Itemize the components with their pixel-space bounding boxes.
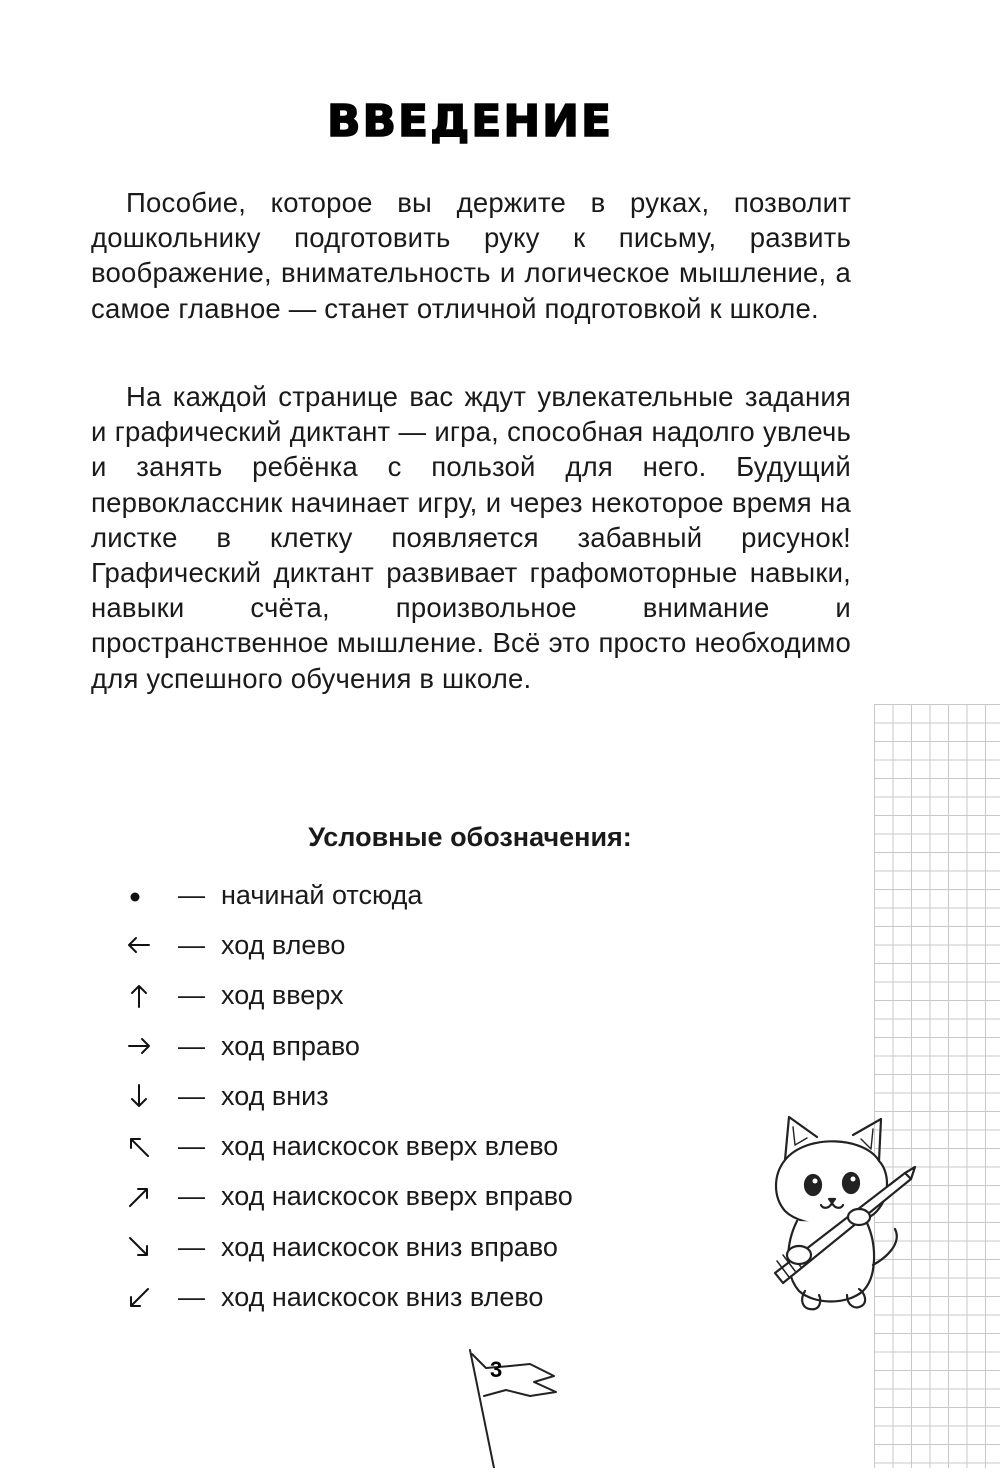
legend-dash: — (178, 1131, 205, 1162)
graph-paper-grid (874, 704, 1000, 1468)
intro-paragraph-1: Пособие, которое вы держите в руках, позволит дошкольнику подготовить руку к письму, развить воображение, внимательность и логическое мышление, а самое главное — станет отличной подготовкой к школе. (91, 187, 851, 324)
legend-list (122, 870, 742, 1323)
legend-dash: — (178, 879, 205, 910)
legend-label: ход вниз (221, 1080, 329, 1111)
legend-item-right (122, 1021, 742, 1071)
dot-icon (122, 878, 156, 912)
page-title: ВВЕДЕНИЕ (326, 96, 614, 147)
legend-item-down (122, 1071, 742, 1121)
legend-dash: — (178, 980, 205, 1011)
page-number-flag (450, 1342, 580, 1468)
legend-dash: — (178, 929, 205, 960)
legend-label: ход вправо (221, 1030, 360, 1061)
arrow-up-icon (122, 979, 156, 1013)
legend-label: начинай отсюда (221, 879, 423, 910)
legend-dash: — (178, 1030, 205, 1061)
legend-label: ход влево (221, 929, 346, 960)
legend-label: ход наискосок вниз вправо (221, 1231, 558, 1262)
legend-item-left (122, 920, 742, 970)
legend-label: ход наискосок вниз влево (221, 1282, 544, 1313)
arrow-down-icon (122, 1079, 156, 1113)
arrow-up-right-icon (122, 1180, 156, 1214)
arrow-left-icon (122, 928, 156, 962)
page-number: 3 (490, 1357, 503, 1382)
legend-item-down-left (122, 1272, 742, 1322)
arrow-up-left-icon (122, 1130, 156, 1164)
cat-with-pencil-icon (755, 1105, 930, 1315)
legend-item-down-right (122, 1222, 742, 1272)
arrow-down-left-icon (122, 1281, 156, 1315)
arrow-right-icon (122, 1029, 156, 1063)
legend-dash: — (178, 1231, 205, 1262)
legend-item-up-left (122, 1121, 742, 1171)
legend-dash: — (178, 1282, 205, 1313)
legend-label: ход наискосок вверх влево (221, 1131, 559, 1162)
intro-paragraph-2: На каждой странице вас ждут увлекательные задания и графический диктант — игра, способная надолго увлечь и занять ребёнка с пользой для него. Будущий первоклассник начинает игру, и через некоторое время на листке в клетку появляется забавный рисунок! Графический диктант развивает графомоторные навыки, навыки счёта, произвольное внимание и пространственное мышление. Всё это просто необходимо для успешного обучения в школе. (91, 381, 851, 694)
legend-dash: — (178, 1181, 205, 1212)
legend-item-up-right (122, 1172, 742, 1222)
arrow-down-right-icon (122, 1230, 156, 1264)
legend-heading: Условные обозначения: (308, 822, 632, 852)
legend-item-up (122, 971, 742, 1021)
legend-label: ход наискосок вверх вправо (221, 1181, 573, 1212)
legend-item-start (122, 870, 742, 920)
legend-dash: — (178, 1080, 205, 1111)
legend-label: ход вверх (221, 980, 344, 1011)
